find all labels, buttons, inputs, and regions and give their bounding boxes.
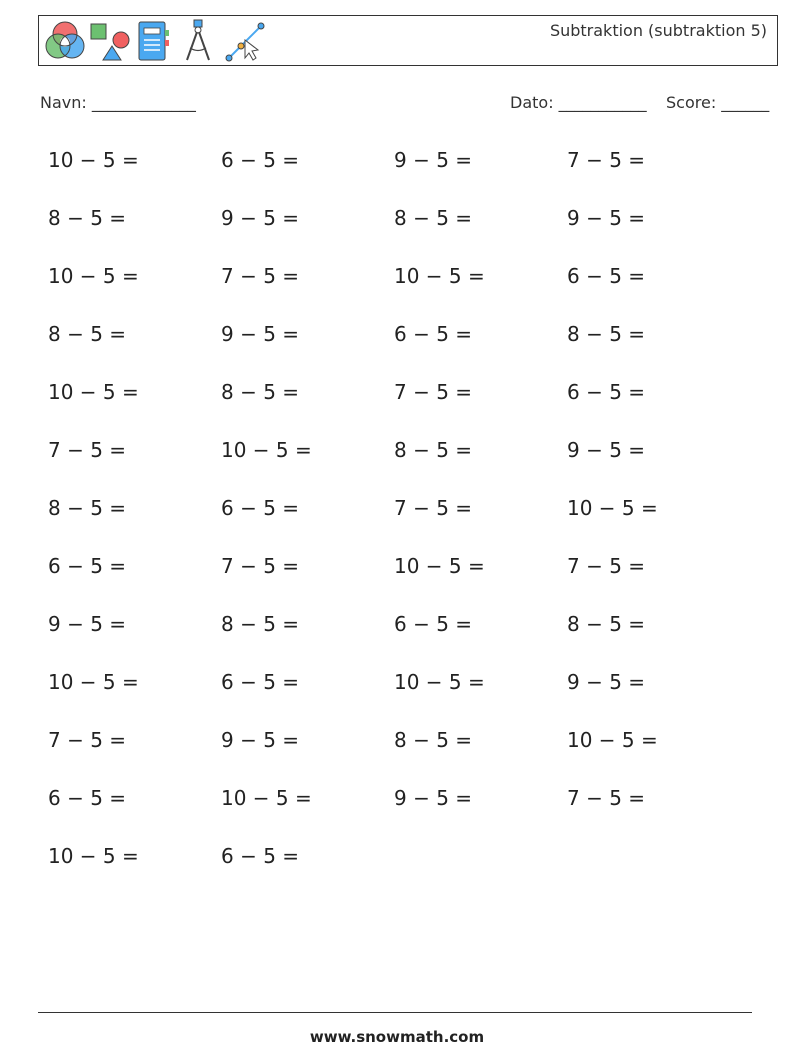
- problem-item: 6 − 5 =: [567, 380, 646, 404]
- problem-item: 7 − 5 =: [567, 786, 646, 810]
- score-field: Score: ______: [666, 93, 770, 112]
- problem-item: 7 − 5 =: [48, 438, 127, 462]
- problem-item: 10 − 5 =: [48, 148, 139, 172]
- problem-item: 8 − 5 =: [48, 206, 127, 230]
- problem-item: 10 − 5 =: [394, 670, 485, 694]
- problem-item: 8 − 5 =: [221, 612, 300, 636]
- problem-item: 10 − 5 =: [394, 264, 485, 288]
- problem-item: 7 − 5 =: [221, 554, 300, 578]
- problem-item: 10 − 5 =: [48, 380, 139, 404]
- problem-item: 8 − 5 =: [221, 380, 300, 404]
- footer-url: www.snowmath.com: [309, 1028, 485, 1046]
- compass-icon: [181, 18, 215, 64]
- problem-item: 10 − 5 =: [567, 496, 658, 520]
- problem-item: 7 − 5 =: [221, 264, 300, 288]
- problem-item: 8 − 5 =: [394, 728, 473, 752]
- notebook-icon: [135, 18, 171, 64]
- problem-item: 6 − 5 =: [394, 612, 473, 636]
- color-wheel-icon: [43, 18, 87, 64]
- problem-item: 7 − 5 =: [48, 728, 127, 752]
- name-field: Navn: _____________: [40, 93, 196, 112]
- problem-item: 9 − 5 =: [567, 438, 646, 462]
- date-field: Dato: ___________: [510, 93, 647, 112]
- problem-item: 10 − 5 =: [221, 786, 312, 810]
- problem-item: 6 − 5 =: [221, 844, 300, 868]
- problem-item: 6 − 5 =: [221, 670, 300, 694]
- problem-item: 8 − 5 =: [48, 322, 127, 346]
- problem-item: 7 − 5 =: [394, 380, 473, 404]
- problem-item: 9 − 5 =: [394, 148, 473, 172]
- problem-item: 10 − 5 =: [394, 554, 485, 578]
- problem-item: 10 − 5 =: [221, 438, 312, 462]
- problem-item: 8 − 5 =: [48, 496, 127, 520]
- problem-item: 7 − 5 =: [394, 496, 473, 520]
- problem-item: 10 − 5 =: [48, 264, 139, 288]
- problem-item: 9 − 5 =: [567, 670, 646, 694]
- problem-item: 8 − 5 =: [567, 612, 646, 636]
- problem-item: 7 − 5 =: [567, 148, 646, 172]
- problem-item: 6 − 5 =: [394, 322, 473, 346]
- problem-item: 9 − 5 =: [567, 206, 646, 230]
- problem-item: 6 − 5 =: [221, 496, 300, 520]
- problem-item: 8 − 5 =: [394, 438, 473, 462]
- worksheet-header: [38, 15, 778, 66]
- worksheet-title: Subtraktion (subtraktion 5): [549, 21, 767, 40]
- line-tool-icon: [223, 18, 267, 64]
- problem-item: 9 − 5 =: [394, 786, 473, 810]
- problem-item: 10 − 5 =: [567, 728, 658, 752]
- problem-item: 9 − 5 =: [221, 322, 300, 346]
- problem-item: 10 − 5 =: [48, 844, 139, 868]
- problem-item: 6 − 5 =: [221, 148, 300, 172]
- shapes-icon: [87, 18, 133, 64]
- problem-item: 7 − 5 =: [567, 554, 646, 578]
- problem-item: 10 − 5 =: [48, 670, 139, 694]
- footer-divider: [38, 1012, 752, 1013]
- problem-item: 9 − 5 =: [221, 206, 300, 230]
- problem-item: 8 − 5 =: [394, 206, 473, 230]
- problem-item: 8 − 5 =: [567, 322, 646, 346]
- problem-item: 9 − 5 =: [48, 612, 127, 636]
- problem-item: 6 − 5 =: [567, 264, 646, 288]
- problem-item: 6 − 5 =: [48, 786, 127, 810]
- problem-item: 9 − 5 =: [221, 728, 300, 752]
- problem-item: 6 − 5 =: [48, 554, 127, 578]
